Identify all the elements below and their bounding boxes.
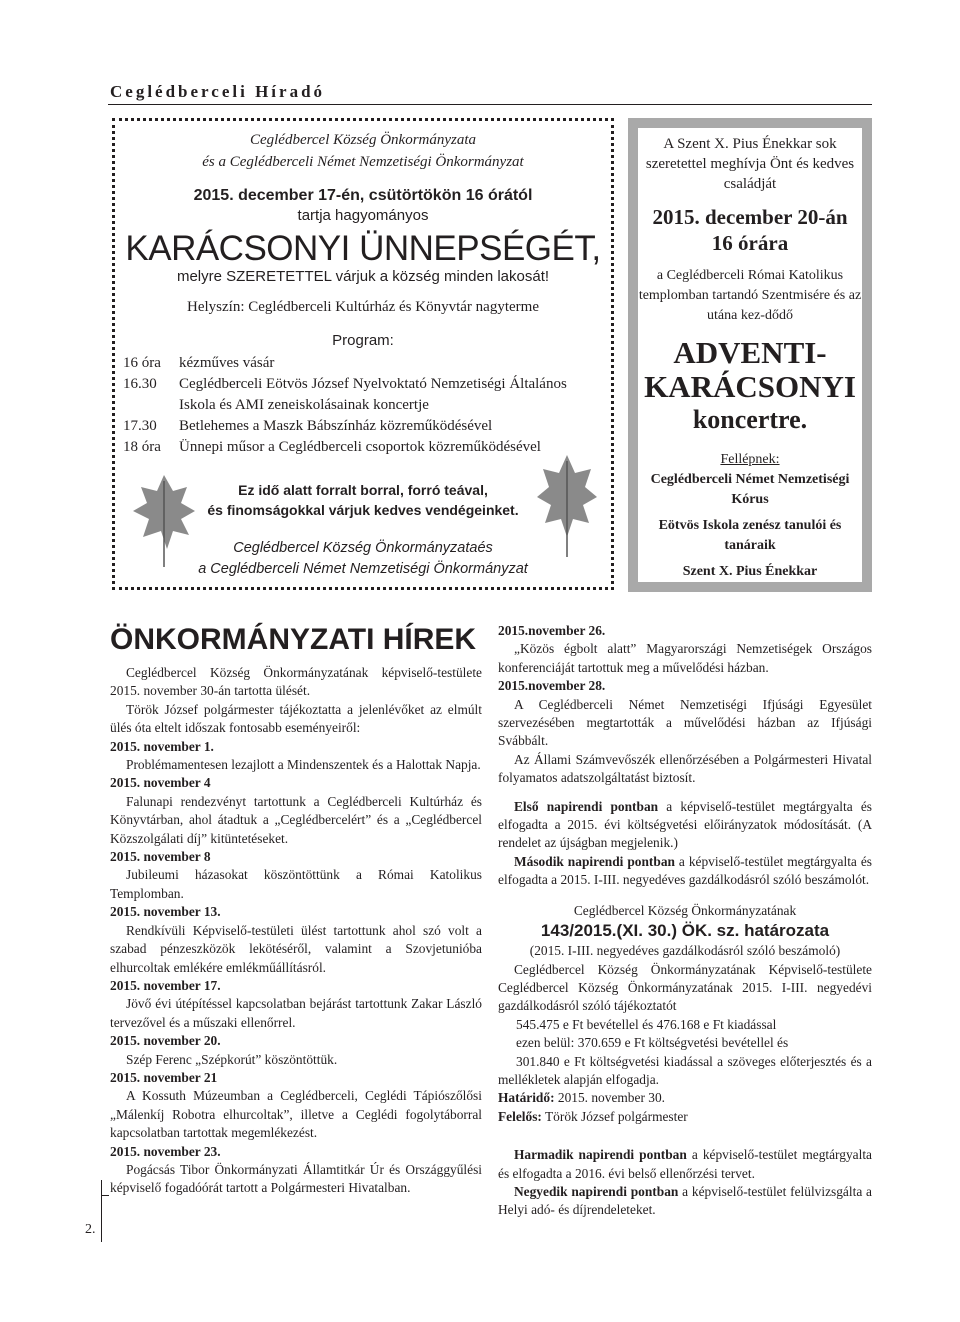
welcome-line-1: Ez idő alatt forralt borral, forró teával, [238,482,488,498]
concert-title [638,336,862,404]
news-title: ÖNKORMÁNYZATI HÍREK [110,623,477,656]
news-column-1 [110,622,482,1198]
location-label: Helyszín: [187,299,245,315]
agenda-item-3 [498,1146,872,1183]
news-item-date: 2015. november 8 [110,849,211,865]
agenda-label: Negyedik napirendi pontban [514,1183,679,1199]
program-time: 17.30 [123,418,157,434]
program-time: 18 óra [123,439,161,455]
news-item-date: 2015. november 13. [110,904,221,920]
decree-line-1: 545.475 e Ft bevétellel és 476.168 e Ft kiadással [516,1016,777,1032]
responsible-label: Felelős: [498,1108,542,1124]
news-item-text: Falunapi rendezvényt tartottunk a Ceglédberceli Kultúrház és Könyvtárban, ahol átadtuk a „Ceglédbercelért” és a „Ceglédbercel Közszolgálati díj” kitüntetéseket. [110,793,482,846]
agenda-item-2 [498,853,872,890]
news-item-text: „Közös égbolt alatt” Magyarországi Nemzetiségek Országos konferenciáját tartottuk meg a művelődési házban. [498,641,872,675]
news-item-date: 2015.november 26. [498,623,606,638]
news-item-date: 2015. november 17. [110,977,221,993]
performer-2: Eötvös Iskola zenész tanulói és tanáraik [658,518,842,553]
news-intro: Ceglédbercel Község Önkormányzatának képviselő-testülete 2015. november 30-án tartotta ülését. [110,665,482,699]
decree-text: Ceglédbercel Község Önkormányzatának Képviselő-testülete Ceglédbercel Község Önkormányzatának 2015. I-III. negyedévi gazdálkodásról szóló tájékoztatót [498,961,872,1014]
program-desc: kézműves vásár [179,355,275,371]
program-desc: Betlehemes a Maszk Bábszínház közreműködésével [179,418,493,434]
event-location [123,299,603,316]
concert-box [628,118,872,592]
news-item-text: Jubileumi házasokat köszöntöttünk a Római Katolikus Templomban. [110,867,482,901]
news-item-date: 2015. november 23. [110,1143,221,1159]
decree-subtitle: (2015. I-III. negyedéves gazdálkodásról szóló beszámoló) [529,943,841,959]
decree-responsible [498,1108,872,1126]
agenda-text: a képviselő-testület megtárgyalta és elfogadta a 2015. I-III. negyedéves gazdálkodásról szóló beszámolót. [498,853,872,888]
concert-title-line-1: ADVENTI- [673,335,827,370]
decree-number: 143/2015.(XI. 30.) ÖK. sz. határozata [540,921,830,941]
event-signature [123,538,603,580]
decree-line-2: ezen belül: 370.659 e Ft költségvetési bevétellel és [516,1035,789,1051]
performers-label: Fellépnek: [720,452,780,467]
event-tartja: tartja hagyományos [297,207,429,224]
deadline-label: Határidő: [498,1090,555,1106]
organizer-line-2: és a Ceglédberceli Német Nemzetiségi Önkormányzat [202,154,524,170]
news-item-text: Problémamentesen lezajlott a Mindenszentek és a Halottak Napja. [126,757,481,773]
news-item-text: Jövő évi útépítéssel kapcsolatban bejárást tartottunk Zakar László tervezővel és a műszaki ellenőrrel. [110,996,482,1030]
news-item-date: 2015.november 28. [498,678,606,694]
concert-intro: A Szent X. Pius Énekkar sok szeretettel meghívja Önt és kedves családját [645,136,855,192]
location-value: Ceglédberceli Kultúrház és Könyvtár nagyterme [248,299,539,315]
concert-box-inner [638,128,862,582]
program-time: 16 óra [123,355,161,371]
news-item-text: Szép Ferenc „Szépkorút” köszöntöttük. [126,1051,338,1067]
organizer-line-1: Ceglédbercel Község Önkormányzata [249,132,477,148]
concert-date [638,204,862,256]
agenda-label: Első napirendi pontban [514,798,659,814]
program-desc: Ünnepi műsor a Ceglédberceli csoportok közreműködésével [179,439,541,455]
concert-title-line-2: KARÁCSONYI [644,369,856,404]
page-number: 2. [85,1222,96,1237]
program-item [123,437,603,458]
newspaper-title: Ceglédberceli Híradó [110,82,326,101]
program-item [123,374,603,416]
concert-venue: a Ceglédberceli Római Katolikus templomban tartandó Szentmisére és az utána kez-dődő [638,268,862,323]
agenda-item-1 [498,798,872,853]
agenda-item-4 [498,1183,872,1220]
christmas-event-box [112,118,614,590]
event-headline: KARÁCSONYI ÜNNEPSÉGÉT, [125,229,601,268]
event-date: 2015. december 17-én, csütörtökön 16 órától [193,187,533,204]
news-item-date: 2015. november 21 [110,1069,218,1085]
program-list [123,353,603,458]
program-time: 16.30 [123,376,157,392]
agenda-label: Második napirendi pontban [514,853,675,869]
news-item-text: A Kossuth Múzeumban a Ceglédberceli, Ceglédi Tápiószőlősi „Málenkíj Robotra elhurcoltak”, illetve a Ceglédi fogolytáborral kapcsolatban tartottak megemlékezést. [110,1088,482,1141]
page-corner-rule [101,1180,102,1242]
program-item [123,416,603,437]
news-item-date: 2015. november 20. [110,1033,221,1049]
agenda-text: a képviselő-testület megtárgyalta és elfogadta a 2015. évi költségvetési előirányzatok módosítását. (A rendelet az újságban megjelenik.) [498,798,872,851]
news-item-date: 2015. november 4 [110,775,211,791]
welcome-line-2: és finomságokkal várjuk kedves vendégeinket. [207,502,519,518]
signature-line-1: Ceglédbercel Község Önkormányzataés [233,540,493,556]
news-item-date: 2015. november 1. [110,738,214,754]
program-title: Program: [332,332,394,349]
audit-text: Az Állami Számvevőszék ellenőrzésében a Polgármesteri Hivatal folyamatos adatszolgáltatást biztosít. [498,751,872,786]
welcome-text [123,480,603,520]
responsible-value: Török József polgármester [541,1108,688,1124]
signature-line-2: a Ceglédberceli Német Nemzetiségi Önkormányzat [198,561,528,577]
news-item-text: A Ceglédberceli Német Nemzetiségi Ifjúsági Egyesület szervezésében megtartották a művelődési házban az Ifjúsági Svábbált. [498,696,872,749]
deadline-value: 2015. november 30. [554,1090,665,1106]
header-rule [108,104,872,105]
decree-line-3: 301.840 e Ft költségvetési kiadással a szöveges előterjesztés és a mellékletek alapján elfogadja. [498,1053,872,1087]
performer-3: Szent X. Pius Énekkar [682,564,818,579]
program-item [123,353,603,374]
event-invite: melyre SZERETETTEL várjuk a község minden lakosát! [176,268,550,285]
news-column-2 [498,622,872,1220]
agenda-text: a képviselő-testület felülvizsgálta a Helyi adó- és díjrendeleteket. [498,1183,872,1218]
decree-deadline [498,1089,872,1107]
concert-word: koncertre. [692,405,808,434]
agenda-label: Harmadik napirendi pontban [514,1147,687,1163]
news-item-text: Pogácsás Tibor Önkormányzati Államtitkár Úr és Országgyűlési képviselő fogadóórát tartott a Polgármesteri Hivatalban. [110,1161,482,1196]
decree-org: Ceglédbercel Község Önkormányzatának [573,902,797,918]
news-item-text: Rendkívüli Képviselő-testületi ülést tartottunk ahol szó volt a szabad pénzeszközök lekötéséről, valamint a Szovjetunióba elhurcoltak emlékére emlékműállításról. [110,922,482,975]
performer-1: Ceglédberceli Német Nemzetiségi Kórus [650,472,850,507]
news-intro-2: Török József polgármester tájékoztatta a jelenlévőket az elmúlt ülés óta eltelt időszak fontosabb eseményeiről: [110,701,482,736]
agenda-text: a képviselő-testület megtárgyalta és elfogadta a 2016. évi belső ellenőrzési tervet. [498,1147,872,1181]
concert-date-line-1: 2015. december 20-án [652,205,848,229]
page-corner-tick [101,1195,109,1196]
program-desc: Ceglédberceli Eötvös József Nyelvoktató Nemzetiségi Általános Iskola és AMI zeneiskolásainak koncertje [179,376,567,413]
concert-date-line-2: 16 órára [711,231,789,255]
